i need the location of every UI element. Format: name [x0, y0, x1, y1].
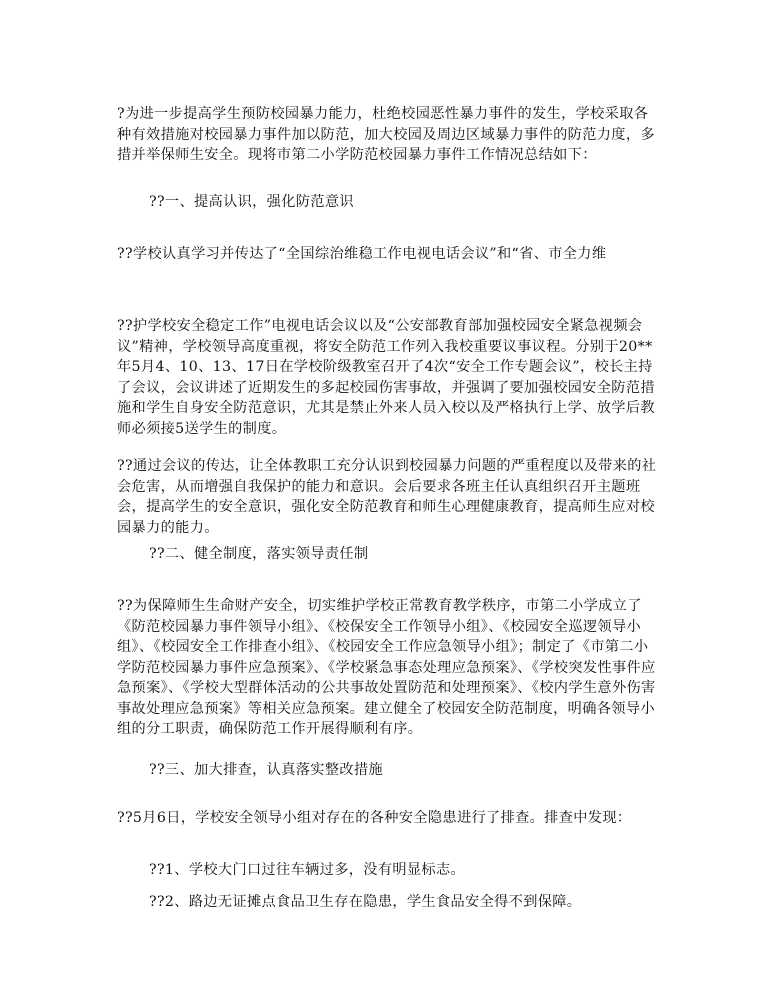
section-heading-2: ??二、健全制度，落实领导责任制	[149, 546, 369, 562]
section-heading-3: ??三、加大排查，认真落实整改措施	[149, 762, 383, 778]
paragraph-4: ??为保障师生生命财产安全，切实维护学校正常教育教学秩序，市第二小学成立了《防范校园暴力事件领导小组》、《校保安全工作领导小组》、《校园安全巡逻领导小组》、《校园安全工作排查小组》、《校园安全工作应急领导小组》；制定了《市第二小学防范校园暴力事件应急预案》、《学校紧急事态处理应急预案》、《学校突发性事件应急预案》、《学校大型群体活动的公共事故处置防范和处理预案》、《校内学生意外伤害事故处理应急预案》等相关应急预案。建立健全了校园安全防范制度，明确各领导小组的分工职责，确保防范工作开展得顺利有序。	[117, 598, 656, 737]
section-heading-1: ??一、提高认识，强化防范意识	[149, 194, 354, 210]
paragraph-3: ??通过会议的传达，让全体教职工充分认识到校园暴力问题的严重程度以及带来的社会危害，从而增强自我保护的能力和意识。会后要求各班主任认真组织召开主题班会，提高学生的安全意识，强化安全防范教育和师生心理健康教育，提高师生应对校园暴力的能力。	[117, 458, 657, 536]
list-item-2: ??2、路边无证摊点食品卫生存在隐患，学生食品安全得不到保障。	[149, 894, 582, 910]
list-item-1: ??1、学校大门口过往车辆过多，没有明显标志。	[149, 862, 466, 878]
intro-paragraph: ?为进一步提高学生预防校园暴力能力，杜绝校园恶性暴力事件的发生，学校采取各种有效措施对校园暴力事件加以防范，加大校园及周边区域暴力事件的防范力度，多措并举保师生安全。现将市第二小学防范校园暴力事件工作情况总结如下：	[117, 106, 655, 163]
paragraph-5: ??5月6日，学校安全领导小组对存在的各种安全隐患进行了排查。排查中发现：	[117, 810, 632, 826]
paragraph-1: ??学校认真学习并传达了“全国综治维稳工作电视电话会议”和“省、市全力维	[117, 246, 607, 262]
paragraph-2: ??护学校安全稳定工作”电视电话会议以及“公安部教育部加强校园安全紧急视频会议”精神，学校领导高度重视，将安全防范工作列入我校重要议事议程。分别于20**年5月4、10、13、17日在学校阶级教室召开了4次“安全工作专题会议”，校长主持了会议，会议讲述了近期发生的多起校园伤害事故，并强调了要加强校园安全防范措施和学生自身安全防范意识，尤其是禁止外来人员入校以及严格执行上学、放学后教师必须接5送学生的制度。	[117, 318, 655, 437]
